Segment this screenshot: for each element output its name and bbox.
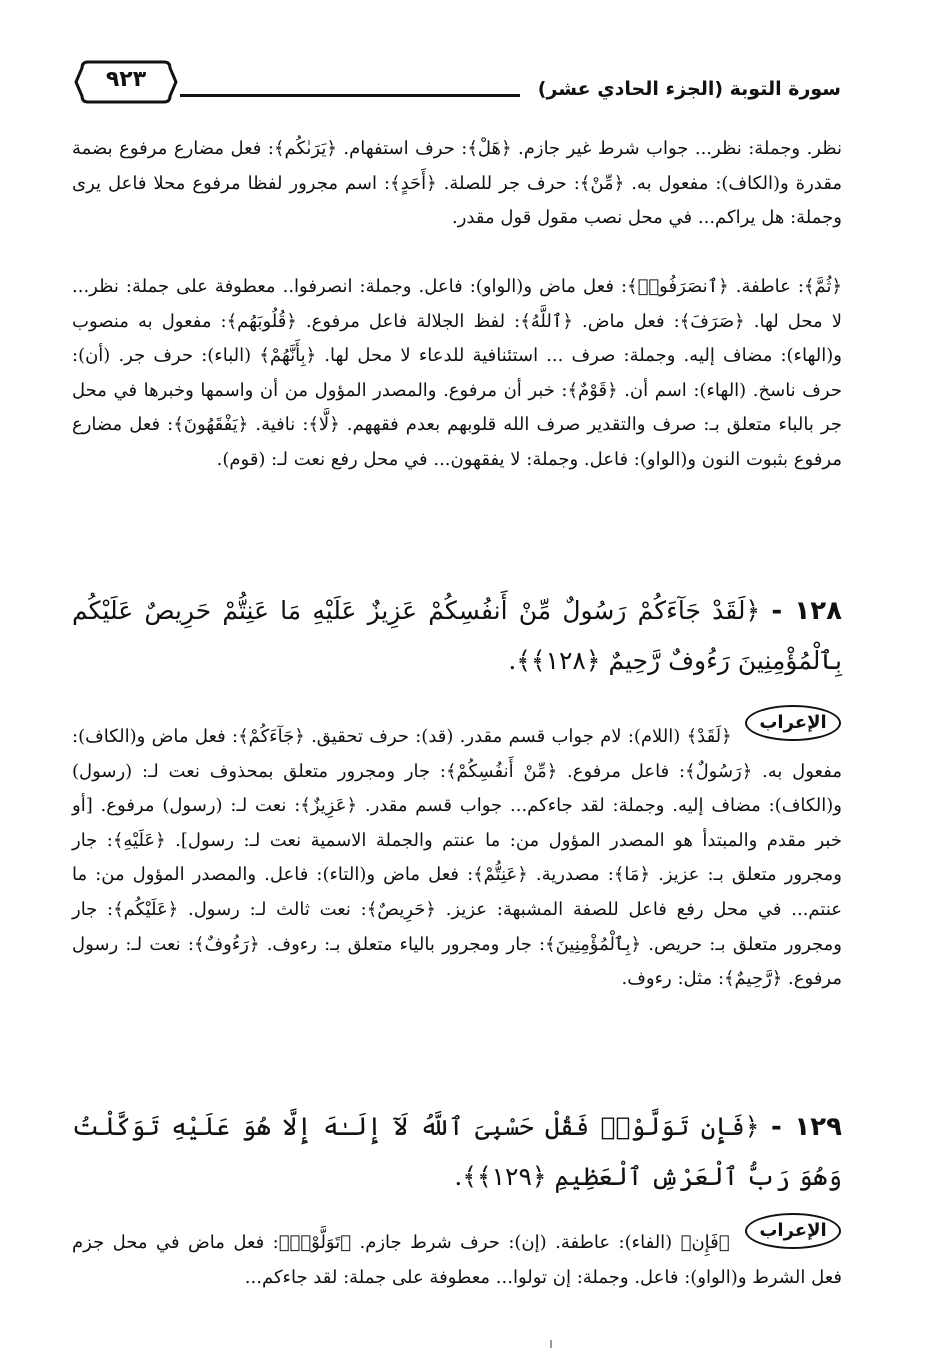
running-header-title: سورة التوبة (الجزء الحادي عشر) [537,78,841,100]
irab-label: الإعراب [745,705,841,741]
analysis-paragraph: ﴿ثُمَّ﴾: عاطفة. ﴿ٱنصَرَفُوا۟﴾: فعل ماض و(الواو): فاعل. وجملة: انصرفوا.. معطوفة على جملة: نظر... لا محل لها. ﴿صَرَفَ﴾: فعل ماض. ﴿ٱللَّهُ﴾: لفظ الجلالة فاعل مرفوع. ﴿قُلُوبَهُم﴾: مفعول به منصوب و(الهاء): مضاف إليه. وجملة: صرف ... استئنافية للدعاء لا محل لها. ﴿بِأَنَّهُمْ﴾ (الباء): حرف جر. (أن): حرف ناسخ. (الهاء): اسم أن. ﴿قَوْمٌ﴾: خبر أن مرفوع. والمصدر المؤول من أن واسمها وخبرها في محل جر بالباء متعلق بـ: صرف والتقدير صرف الله قلوبهم بعدم فقههم. ﴿لَّا﴾: نافية. ﴿يَفْقَهُونَ﴾: فعل مضارع مرفوع بثبوت النون و(الواو): فاعل. وجملة: لا يفقهون... في محل رفع نعت لـ: (قوم). [72,276,842,470]
header-rule [180,94,520,97]
analysis-text: ﴿فَإِن﴾ (الفاء): عاطفة. (إن): حرف شرط جازم. ﴿تَوَلَّوْا۟﴾: فعل ماض في محل جزم فعل الشرط و(الواو): فاعل. وجملة: إن تولوا... معطوفة على جملة: لقد جاءكم... [72,1232,842,1288]
verse-text: ﴿فَإِن تَوَلَّوْا۟ فَقُلْ حَسْبِىَ ٱللَّهُ لَآ إِلَـٰهَ إِلَّا هُوَ عَلَيْهِ تَوَكَّلْتُ وَهُوَ رَبُّ ٱلْعَرْشِ ٱلْعَظِيمِ ﴿١٢٩﴾﴾. [72,1112,842,1191]
analysis-paragraph: نظر. وجملة: نظر... جواب شرط غير جازم. ﴿هَلْ﴾: حرف استفهام. ﴿يَرَىٰكُم﴾: فعل مضارع مرفوع بضمة مقدرة و(الكاف): مفعول به. ﴿مِّنْ﴾: حرف جر للصلة. ﴿أَحَدٍ﴾: اسم مجرور لفظا مرفوع محلا فاعل يرى وجملة: هل يراكم... في محل نصب مقول قول مقدر. [72,138,842,229]
verse-text: ﴿لَقَدْ جَآءَكُمْ رَسُولٌ مِّنْ أَنفُسِكُمْ عَزِيزٌ عَلَيْهِ مَا عَنِتُّمْ حَرِيصٌ عَلَيْكُم بِٱلْمُؤْمِنِينَ رَءُوفٌ رَّحِيمٌ ﴿١٢٨﴾﴾. [72,596,842,675]
analysis-text: ﴿لَقَدْ﴾ (اللام): لام جواب قسم مقدر. (قد): حرف تحقيق. ﴿جَآءَكُمْ﴾: فعل ماض و(الكاف): مفعول به. ﴿رَسُولٌ﴾: فاعل مرفوع. ﴿مِّنْ أَنفُسِكُمْ﴾: جار ومجرور متعلق بمحذوف نعت لـ: (رسول) و(الكاف): مضاف إليه. وجملة: لقد جاءكم... جواب قسم مقدر. ﴿عَزِيزٌ﴾: نعت لـ: (رسول) مرفوع. [أو خبر مقدم والمبتدأ هو المصدر المؤول من: ما عنتم والجملة الاسمية نعت لـ: رسول]. ﴿عَلَيْهِ﴾: جار ومجرور متعلق بـ: عزيز. ﴿مَا﴾: مصدرية. ﴿عَنِتُّمْ﴾: فعل ماض و(التاء): فاعل. والمصدر المؤول من: ما عنتم... في محل رفع فاعل للصفة المشبهة: عزيز. ﴿حَرِيصٌ﴾: نعت ثالث لـ: رسول. ﴿عَلَيْكُم﴾: جار ومجرور متعلق بـ: حريص. ﴿بِٱلْمُؤْمِنِينَ﴾: جار ومجرور بالياء متعلق بـ: رءوف. ﴿رَءُوفٌ﴾: نعت لـ: رسول مرفوع. ﴿رَّحِيمٌ﴾: مثل: رءوف. [72,726,842,990]
irab-label: الإعراب [745,1213,841,1249]
verse-number: ١٢٨ - [771,596,842,626]
page-number: ٩٢٣ [105,67,147,92]
verse-number: ١٢٩ - [770,1112,842,1142]
page-number-cartouche [74,58,178,106]
verse-128 [72,586,842,686]
scan-artifact [550,1340,552,1348]
analysis-paragraph [72,1226,842,1295]
analysis-paragraph [72,720,842,997]
verse-129 [72,1102,842,1202]
